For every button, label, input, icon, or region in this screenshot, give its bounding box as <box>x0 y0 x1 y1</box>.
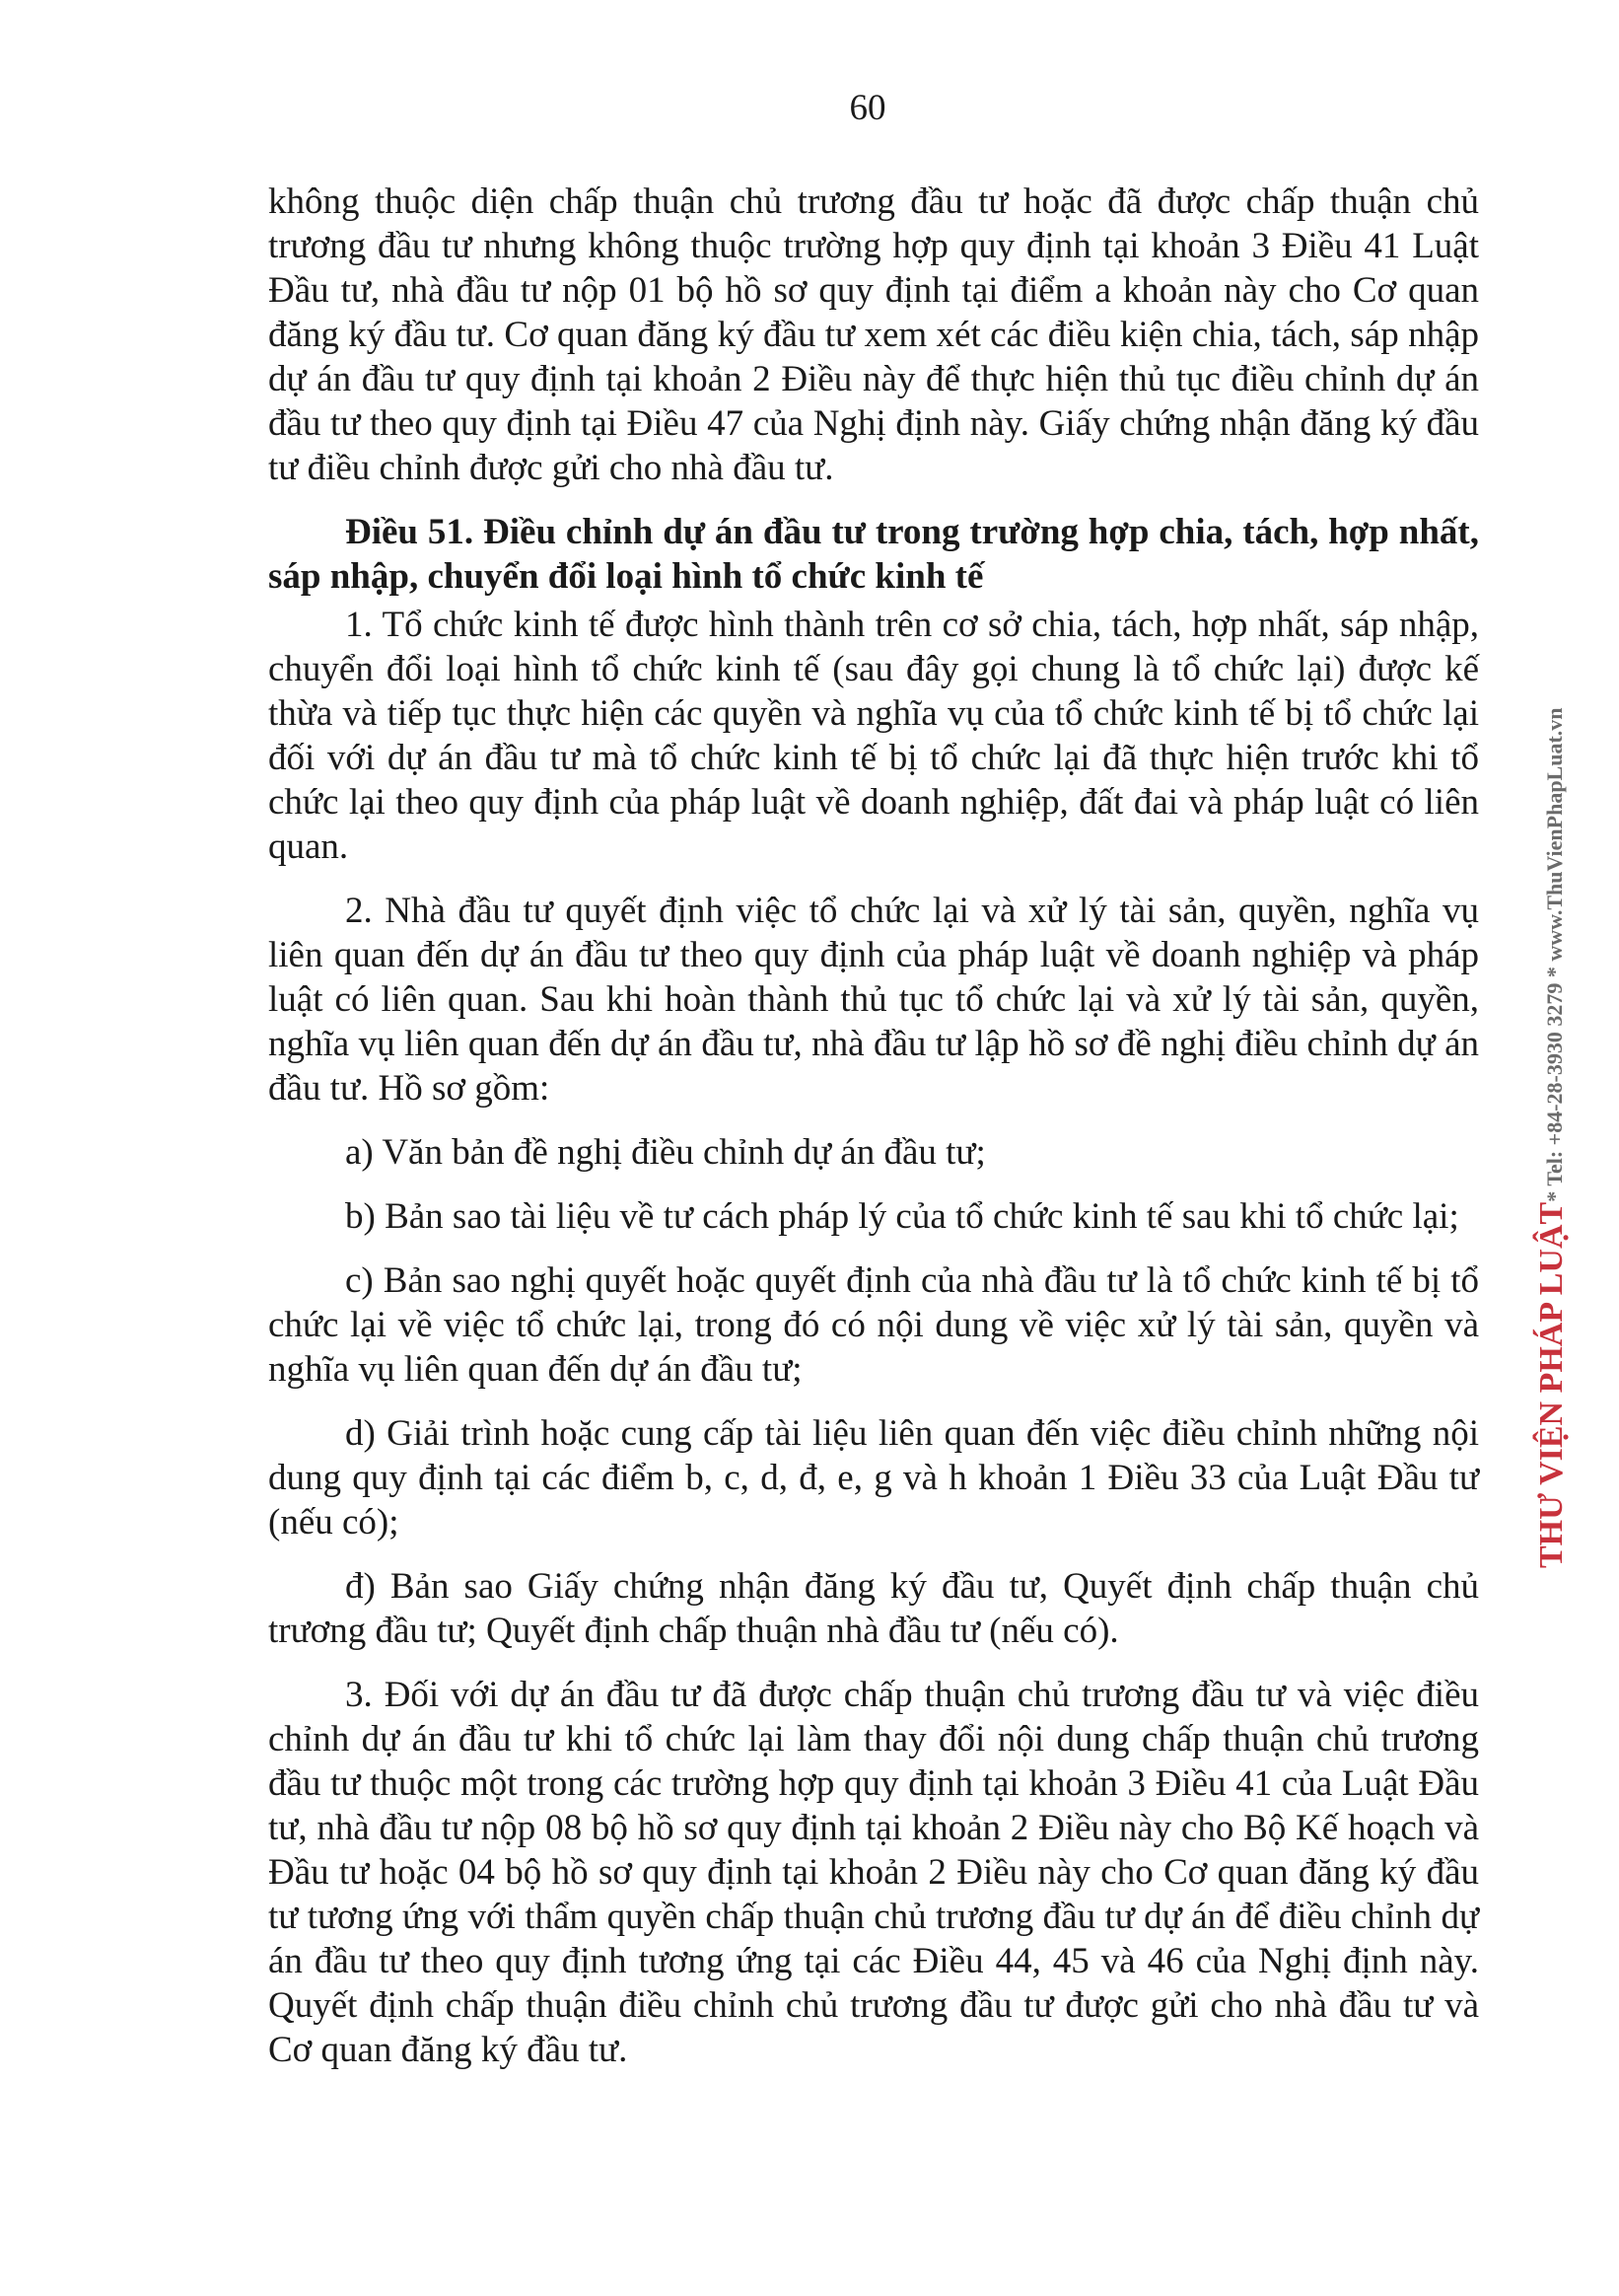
paragraph-continuation: không thuộc diện chấp thuận chủ trương đầu tư hoặc đã được chấp thuận chủ trương đầu tư nhưng không thuộc trường hợp quy định tại khoản 3 Điều 41 Luật Đầu tư, nhà đầu tư nộp 01 bộ hồ sơ quy định tại điểm a khoản này cho Cơ quan đăng ký đầu tư. Cơ quan đăng ký đầu tư xem xét các điều kiện chia, tách, sáp nhập dự án đầu tư quy định tại khoản 2 Điều này để thực hiện thủ tục điều chỉnh dự án đầu tư theo quy định tại Điều 47 của Nghị định này. Giấy chứng nhận đăng ký đầu tư điều chỉnh được gửi cho nhà đầu tư. <box>268 181 1479 488</box>
vertical-watermark <box>1514 523 1570 1568</box>
clause-1: 1. Tổ chức kinh tế được hình thành trên cơ sở chia, tách, hợp nhất, sáp nhập, chuyển đổi loại hình tổ chức kinh tế (sau đây gọi chung là tổ chức lại) được kế thừa và tiếp tục thực hiện các quyền và nghĩa vụ của tổ chức kinh tế bị tổ chức lại đối với dự án đầu tư mà tổ chức kinh tế bị tổ chức lại đã thực hiện trước khi tổ chức lại theo quy định của pháp luật về doanh nghiệp, đất đai và pháp luật có liên quan. <box>268 605 1479 867</box>
document-body <box>268 179 1479 2092</box>
item-a: a) Văn bản đề nghị điều chỉnh dự án đầu tư; <box>345 1132 986 1173</box>
clause-3: 3. Đối với dự án đầu tư đã được chấp thuận chủ trương đầu tư và việc điều chỉnh dự án đầu tư khi tổ chức lại làm thay đổi nội dung chấp thuận chủ trương đầu tư thuộc một trong các trường hợp quy định tại khoản 3 Điều 41 của Luật Đầu tư, nhà đầu tư nộp 08 bộ hồ sơ quy định tại khoản 2 Điều này cho Bộ Kế hoạch và Đầu tư hoặc 04 bộ hồ sơ quy định tại khoản 2 Điều này cho Cơ quan đăng ký đầu tư tương ứng với thẩm quyền chấp thuận chủ trương đầu tư dự án để điều chỉnh dự án đầu tư theo quy định tương ứng tại các Điều 44, 45 và 46 của Nghị định này. Quyết định chấp thuận điều chỉnh chủ trương đầu tư được gửi cho nhà đầu tư và Cơ quan đăng ký đầu tư. <box>268 1675 1479 2070</box>
clause-2: 2. Nhà đầu tư quyết định việc tổ chức lại và xử lý tài sản, quyền, nghĩa vụ liên quan đến dự án đầu tư theo quy định của pháp luật về doanh nghiệp và pháp luật có liên quan. Sau khi hoàn thành thủ tục tổ chức lại và xử lý tài sản, quyền, nghĩa vụ liên quan đến dự án đầu tư, nhà đầu tư lập hồ sơ đề nghị điều chỉnh dự án đầu tư. Hồ sơ gồm: <box>268 891 1479 1109</box>
item-b: b) Bản sao tài liệu về tư cách pháp lý của tổ chức kinh tế sau khi tổ chức lại; <box>345 1196 1459 1237</box>
item-dd: đ) Bản sao Giấy chứng nhận đăng ký đầu tư, Quyết định chấp thuận chủ trương đầu tư; Quyết định chấp thuận nhà đầu tư (nếu có). <box>268 1566 1479 1651</box>
item-c: c) Bản sao nghị quyết hoặc quyết định của nhà đầu tư là tổ chức kinh tế bị tổ chức lại về việc tổ chức lại, trong đó có nội dung về việc xử lý tài sản, quyền và nghĩa vụ liên quan đến dự án đầu tư; <box>268 1260 1479 1390</box>
watermark-contact: * Tel: +84-28-3930 3279 * www.ThuVienPhapLuat.vn <box>1542 707 1567 1202</box>
article-heading: Điều 51. Điều chỉnh dự án đầu tư trong trường hợp chia, tách, hợp nhất, sáp nhập, chuyển đổi loại hình tổ chức kinh tế <box>268 512 1479 597</box>
watermark-brand: THƯ VIỆN PHÁP LUẬT <box>1533 1201 1570 1568</box>
page-number: 60 <box>849 88 886 128</box>
item-d: d) Giải trình hoặc cung cấp tài liệu liên quan đến việc điều chỉnh những nội dung quy định tại các điểm b, c, d, đ, e, g và h khoản 1 Điều 33 của Luật Đầu tư (nếu có); <box>268 1413 1479 1543</box>
